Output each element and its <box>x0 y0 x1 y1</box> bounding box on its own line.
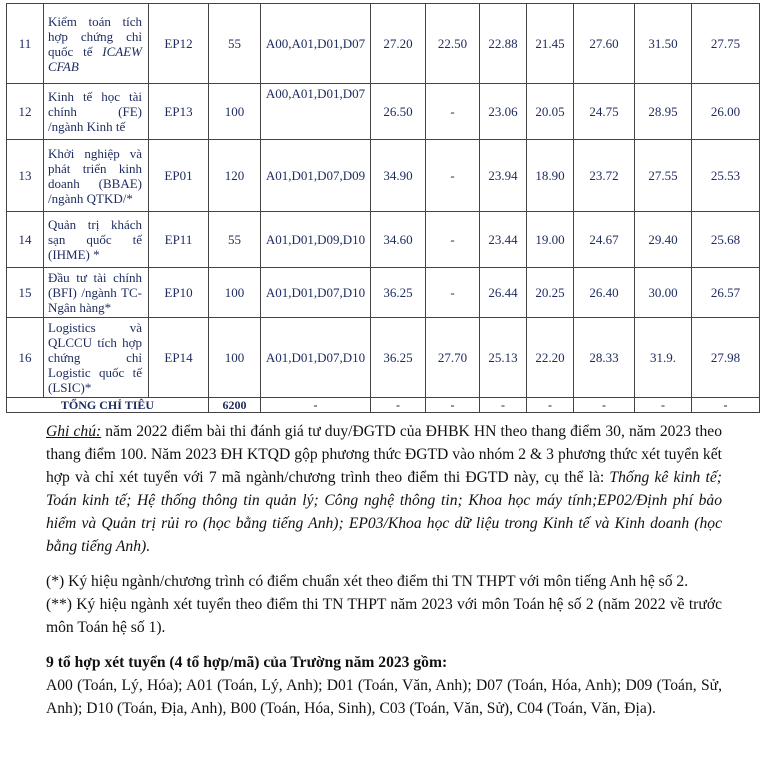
score-cell: 27.98 <box>692 318 760 398</box>
score-cell: 24.75 <box>574 84 635 140</box>
quota: 55 <box>209 4 261 84</box>
program-name <box>44 268 149 318</box>
score-cell: 28.33 <box>574 318 635 398</box>
quota: 100 <box>209 268 261 318</box>
ghi-chu-list: Thống kê kinh tế; Toán kinh tế; Hệ thống thông tin quản lý; Công nghệ thông tin; Khoa học máy tính;EP02/Định phí bảo hiểm và Quản trị rủi ro (học bằng tiếng Anh); EP03/Khoa học dữ liệu trong Kinh tế và Kinh doanh (học bằng tiếng Anh). <box>46 469 722 555</box>
table-row <box>7 212 760 268</box>
total-quota: 6200 <box>209 398 261 413</box>
score-cell: 36.25 <box>371 318 426 398</box>
program-name-text: Quản trị khách sạn quốc tế (IHME) * <box>48 217 142 262</box>
table-row <box>7 318 760 398</box>
program-name-text: Kiểm toán tích hợp chứng chỉ quốc tế <box>48 13 142 59</box>
table-row <box>7 4 760 84</box>
subject-combos: A01,D01,D09,D10 <box>261 212 371 268</box>
score-cell: - <box>426 140 480 212</box>
program-code: EP14 <box>149 318 209 398</box>
ghi-chu-text: năm 2022 điểm bài thi đánh giá tư duy/ĐGTD của ĐHBK HN theo thang điểm 30, năm 2023 theo thang điểm 100. Năm 2023 ĐH KTQD gộp phương thức ĐGTD vào nhóm 2 & 3 phương thức xét tuyển kết hợp và chỉ xét tuyển với 7 mã ngành/chương trình theo điểm thi ĐGTD này, cụ thể là: <box>46 423 723 486</box>
ghi-chu-paragraph <box>46 420 722 558</box>
score-cell: 25.13 <box>480 318 527 398</box>
subject-combos: A01,D01,D07,D10 <box>261 268 371 318</box>
score-cell: 27.70 <box>426 318 480 398</box>
program-name-text: Đầu tư tài chính (BFI) /ngành TC-Ngân hàng* <box>48 270 142 315</box>
table-row <box>7 140 760 212</box>
score-cell: - <box>426 268 480 318</box>
quota: 120 <box>209 140 261 212</box>
score-cell: 26.50 <box>371 84 426 140</box>
program-code: EP10 <box>149 268 209 318</box>
quota: 100 <box>209 318 261 398</box>
program-code: EP12 <box>149 4 209 84</box>
score-cell: 26.44 <box>480 268 527 318</box>
score-cell: 23.06 <box>480 84 527 140</box>
quota: 55 <box>209 212 261 268</box>
total-dash: - <box>692 398 760 413</box>
program-name-italic: ICAEW CFAB <box>48 43 142 74</box>
score-cell: 27.55 <box>635 140 692 212</box>
score-cell: - <box>426 84 480 140</box>
total-dash: - <box>527 398 574 413</box>
row-number: 14 <box>7 212 44 268</box>
score-cell: 27.20 <box>371 4 426 84</box>
total-dash: - <box>426 398 480 413</box>
total-dash: - <box>574 398 635 413</box>
notes-section <box>46 420 722 720</box>
score-cell: 26.40 <box>574 268 635 318</box>
total-dash: - <box>480 398 527 413</box>
score-cell: 36.25 <box>371 268 426 318</box>
note-math-weight: (**) Ký hiệu ngành xét tuyển theo điểm thi TN THPT năm 2023 với môn Toán hệ số 2 (năm 2022 về trước môn Toán hệ số 1). <box>46 596 722 636</box>
score-cell: 22.20 <box>527 318 574 398</box>
subject-combos: A01,D01,D07,D10 <box>261 318 371 398</box>
row-number: 11 <box>7 4 44 84</box>
score-cell: 31.9. <box>635 318 692 398</box>
program-name-text: Kinh tế học tài chính (FE) /ngành Kinh tế <box>48 89 142 134</box>
program-name-text: Logistics và QLCCU tích hợp chứng chỉ Logistic quốc tế (LSIC)* <box>48 320 142 395</box>
score-cell: 19.00 <box>527 212 574 268</box>
table-row <box>7 268 760 318</box>
score-cell: 21.45 <box>527 4 574 84</box>
score-cell: 23.44 <box>480 212 527 268</box>
program-name <box>44 140 149 212</box>
program-code: EP13 <box>149 84 209 140</box>
program-name <box>44 84 149 140</box>
admissions-score-table <box>6 3 760 413</box>
score-cell: - <box>426 212 480 268</box>
program-name-text: Khởi nghiệp và phát triển kinh doanh (BBAE) /ngành QTKD/* <box>48 145 142 206</box>
subject-combos: A00,A01,D01,D07 <box>261 84 371 140</box>
program-code: EP11 <box>149 212 209 268</box>
program-name <box>44 4 149 84</box>
score-cell: 24.67 <box>574 212 635 268</box>
total-dash: - <box>635 398 692 413</box>
score-cell: 28.95 <box>635 84 692 140</box>
total-dash: - <box>261 398 371 413</box>
program-name <box>44 212 149 268</box>
score-cell: 26.00 <box>692 84 760 140</box>
score-cell: 20.05 <box>527 84 574 140</box>
program-name <box>44 318 149 398</box>
score-cell: 18.90 <box>527 140 574 212</box>
score-cell: 27.60 <box>574 4 635 84</box>
row-number: 16 <box>7 318 44 398</box>
score-cell: 23.72 <box>574 140 635 212</box>
score-cell: 29.40 <box>635 212 692 268</box>
score-cell: 23.94 <box>480 140 527 212</box>
score-cell: 31.50 <box>635 4 692 84</box>
row-number: 12 <box>7 84 44 140</box>
score-cell: 22.88 <box>480 4 527 84</box>
quota: 100 <box>209 84 261 140</box>
total-dash: - <box>371 398 426 413</box>
combos-list: A00 (Toán, Lý, Hóa); A01 (Toán, Lý, Anh); D01 (Toán, Văn, Anh); D07 (Toán, Hóa, Anh); D09 (Toán, Sử, Anh); D10 (Toán, Địa, Anh), B00 (Toán, Hóa, Sinh), C03 (Toán, Văn, Sử), C04 (Toán, Văn, Địa). <box>46 677 722 717</box>
score-cell: 26.57 <box>692 268 760 318</box>
score-cell: 30.00 <box>635 268 692 318</box>
combos-heading: 9 tổ hợp xét tuyển (4 tổ hợp/mã) của Trường năm 2023 gồm: <box>46 654 448 671</box>
row-number: 15 <box>7 268 44 318</box>
total-label: TỔNG CHỈ TIÊU <box>7 398 209 413</box>
score-cell: 25.53 <box>692 140 760 212</box>
total-row <box>7 398 760 413</box>
table-row <box>7 84 760 140</box>
subject-combos: A00,A01,D01,D07 <box>261 4 371 84</box>
ghi-chu-label: Ghi chú: <box>46 423 102 440</box>
score-cell: 34.60 <box>371 212 426 268</box>
program-code: EP01 <box>149 140 209 212</box>
score-cell: 27.75 <box>692 4 760 84</box>
note-english-weight: (*) Ký hiệu ngành/chương trình có điểm chuẩn xét theo điểm thi TN THPT với môn tiếng Anh hệ số 2. <box>46 573 689 590</box>
score-cell: 20.25 <box>527 268 574 318</box>
score-cell: 25.68 <box>692 212 760 268</box>
score-cell: 22.50 <box>426 4 480 84</box>
subject-combos: A01,D01,D07,D09 <box>261 140 371 212</box>
score-cell: 34.90 <box>371 140 426 212</box>
row-number: 13 <box>7 140 44 212</box>
